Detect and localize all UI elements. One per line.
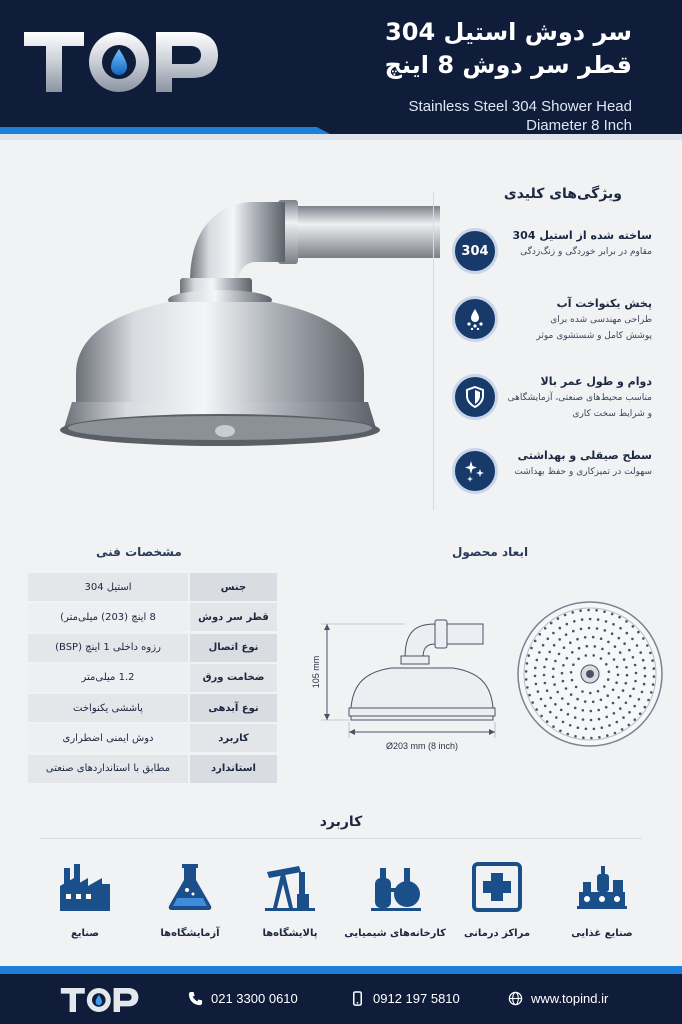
spec-value: پاششی یکنواخت <box>28 694 188 722</box>
nozzle-hole <box>653 667 656 670</box>
nozzle-hole <box>569 724 572 727</box>
nozzle-hole <box>545 658 548 661</box>
nozzle-hole <box>646 644 649 647</box>
nozzle-hole <box>549 697 552 700</box>
nozzle-hole <box>548 651 551 654</box>
nozzle-hole <box>558 638 561 641</box>
title-fa-line1: سر دوش استیل 304 <box>385 18 632 46</box>
nozzle-hole <box>552 676 555 679</box>
table-row <box>28 724 277 752</box>
nozzle-hole <box>625 620 628 623</box>
nozzle-hole <box>589 692 592 695</box>
nozzle-hole <box>560 709 563 712</box>
nozzle-hole <box>552 668 555 671</box>
nozzle-hole <box>538 651 541 654</box>
chemical-plant-icon <box>369 862 423 912</box>
nozzle-hole <box>605 663 608 666</box>
nozzle-hole <box>534 667 537 670</box>
nozzle-hole <box>643 683 646 686</box>
nozzle-hole <box>607 678 610 681</box>
phone-text: 021 3300 0610 <box>211 991 298 1006</box>
application-medical <box>447 862 547 939</box>
footer-logo[interactable] <box>60 986 140 1014</box>
application-chemical <box>346 862 446 939</box>
applications-title: کاربرد <box>319 814 363 830</box>
footer-mobile[interactable] <box>350 991 460 1006</box>
nozzle-hole <box>650 691 653 694</box>
nozzle-hole <box>636 644 639 647</box>
nozzle-hole <box>535 708 538 711</box>
nozzle-hole <box>590 710 593 713</box>
nozzle-hole <box>585 728 588 731</box>
top-logo[interactable] <box>22 28 222 96</box>
nozzle-hole <box>592 701 595 704</box>
spec-table <box>28 573 277 785</box>
nozzle-hole <box>615 681 618 684</box>
nozzle-hole <box>544 627 547 630</box>
nozzle-hole <box>566 623 569 626</box>
nozzle-hole <box>552 632 555 635</box>
nozzle-hole <box>555 716 558 719</box>
nozzle-hole <box>595 609 598 612</box>
nozzle-hole <box>598 736 601 739</box>
nozzle-hole <box>531 701 534 704</box>
applications-divider <box>40 838 642 839</box>
nozzle-hole <box>593 728 596 731</box>
nozzle-hole <box>585 654 588 657</box>
nozzle-hole <box>571 651 574 654</box>
nozzle-hole <box>628 711 631 714</box>
nozzle-hole <box>553 644 556 647</box>
nozzle-hole <box>582 709 585 712</box>
nozzle-hole <box>553 683 556 686</box>
nozzle-hole <box>652 683 655 686</box>
nozzle-hole <box>612 702 615 705</box>
nozzle-hole <box>570 693 573 696</box>
nozzle-hole <box>537 690 540 693</box>
spec-value: رزوه داخلی 1 اینچ (BSP) <box>28 634 188 662</box>
width-label: Ø203 mm (8 inch) <box>385 741 459 751</box>
nozzle-hole <box>608 724 611 727</box>
title-en <box>332 97 632 135</box>
nozzle-hole <box>600 657 603 660</box>
food-industry-icon <box>575 862 629 912</box>
nozzle-hole <box>567 703 570 706</box>
feature-desc: سهولت در تمیزکاری و حفظ بهداشت <box>514 467 652 477</box>
nozzle-hole <box>565 687 568 690</box>
nozzle-hole <box>554 703 557 706</box>
nozzle-hole <box>536 659 539 662</box>
application-label: مراکز درمانی <box>463 928 531 939</box>
nozzle-hole <box>557 617 560 620</box>
nozzle-hole <box>608 670 611 673</box>
nozzle-hole <box>625 666 628 669</box>
table-row <box>28 634 277 662</box>
nozzle-hole <box>601 726 604 729</box>
nozzle-hole <box>526 686 529 689</box>
nozzle-hole <box>584 636 587 639</box>
nozzle-hole <box>613 712 616 715</box>
spec-value: استیل 304 <box>28 573 188 601</box>
nozzle-hole <box>619 707 622 710</box>
nozzle-hole <box>558 653 561 656</box>
footer-phone[interactable] <box>188 991 298 1006</box>
spec-key: جنس <box>190 573 277 601</box>
feature-uniform-spray <box>452 296 652 356</box>
table-row <box>28 573 277 601</box>
nozzle-hole <box>607 641 610 644</box>
nozzle-hole <box>530 647 533 650</box>
nozzle-hole <box>590 719 593 722</box>
title-en-line1: Stainless Steel 304 Shower Head <box>408 98 632 115</box>
nozzle-hole <box>578 647 581 650</box>
nozzle-hole <box>649 652 652 655</box>
nozzle-hole <box>573 620 576 623</box>
nozzle-hole <box>547 637 550 640</box>
feature-steel-304 <box>452 228 652 288</box>
nozzle-hole <box>634 680 637 683</box>
nozzle-hole <box>600 699 603 702</box>
nozzle-hole <box>634 718 637 721</box>
shower-head-image <box>50 196 440 466</box>
nozzle-hole <box>608 652 611 655</box>
304-badge-icon: 304 <box>452 228 498 274</box>
nozzle-hole <box>580 628 583 631</box>
nozzle-hole <box>616 666 619 669</box>
nozzle-hole <box>596 627 599 630</box>
table-row <box>28 694 277 722</box>
feature-hygienic <box>452 448 652 508</box>
nozzle-hole <box>628 724 631 727</box>
nozzle-hole <box>567 713 570 716</box>
specs-title: مشخصات فنی <box>96 545 182 559</box>
nozzle-hole <box>586 645 589 648</box>
application-refinery <box>240 862 340 939</box>
nozzle-hole <box>617 674 620 677</box>
title-fa-line2: قطر سر دوش 8 اینچ <box>384 51 632 79</box>
spec-value: مطابق با استانداردهای صنعتی <box>28 755 188 783</box>
nozzle-hole <box>644 706 647 709</box>
application-label: کارخانه‌های شیمیایی <box>344 928 446 939</box>
table-row <box>28 603 277 631</box>
feature-durability <box>452 374 652 434</box>
nozzle-hole <box>572 663 575 666</box>
nozzle-hole <box>642 659 645 662</box>
feature-desc: پوشش کامل و شستشوی موثر <box>536 331 652 341</box>
nozzle-hole <box>526 662 529 665</box>
spec-key: ضخامت ورق <box>190 664 277 692</box>
nozzle-hole <box>618 637 621 640</box>
nozzle-hole <box>554 660 557 663</box>
nozzle-hole <box>651 659 654 662</box>
nozzle-hole <box>642 637 645 640</box>
nozzle-hole <box>605 716 608 719</box>
nozzle-hole <box>559 730 562 733</box>
phone-icon <box>188 991 203 1006</box>
nozzle-hole <box>619 627 622 630</box>
nozzle-hole <box>543 674 546 677</box>
nozzle-hole <box>611 632 614 635</box>
nozzle-hole <box>544 705 547 708</box>
features-title: ویژگی‌های کلیدی <box>503 186 622 202</box>
application-laboratory <box>140 862 240 939</box>
globe-icon <box>508 991 523 1006</box>
nozzle-hole <box>527 654 530 657</box>
factory-icon <box>58 862 112 912</box>
nozzle-hole <box>576 698 579 701</box>
feature-heading: سطح صیقلی و بهداشتی <box>517 449 652 462</box>
nozzle-hole <box>616 721 619 724</box>
nozzle-hole <box>556 691 559 694</box>
nozzle-hole <box>535 683 538 686</box>
nozzle-hole <box>562 721 565 724</box>
nozzle-hole <box>543 666 546 669</box>
nozzle-hole <box>604 629 607 632</box>
nozzle-hole <box>584 700 587 703</box>
nozzle-hole <box>631 638 634 641</box>
nozzle-hole <box>582 718 585 721</box>
nozzle-hole <box>565 633 568 636</box>
nozzle-hole <box>592 636 595 639</box>
nozzle-hole <box>617 696 620 699</box>
nozzle-hole <box>562 664 565 667</box>
nozzle-hole <box>594 645 597 648</box>
nozzle-hole <box>626 674 629 677</box>
nozzle-hole <box>637 631 640 634</box>
mobile-text: 0912 197 5810 <box>373 991 460 1006</box>
nozzle-hole <box>582 736 585 739</box>
nozzle-hole <box>571 679 574 682</box>
nozzle-hole <box>632 688 635 691</box>
nozzle-hole <box>570 671 573 674</box>
nozzle-hole <box>605 620 608 623</box>
nozzle-hole <box>534 675 537 678</box>
spec-value: 8 اینچ (203) میلی‌متر) <box>28 603 188 631</box>
nozzle-hole <box>603 610 606 613</box>
nozzle-hole <box>614 645 617 648</box>
feature-desc: مقاوم در برابر خوردگی و زنگ‌زدگی <box>520 247 652 257</box>
spec-key: نوع اتصال <box>190 634 277 662</box>
nozzle-hole <box>577 726 580 729</box>
nozzle-hole <box>534 640 537 643</box>
nozzle-hole <box>528 694 531 697</box>
nozzle-hole <box>567 733 570 736</box>
nozzle-hole <box>600 637 603 640</box>
header-light-stripe <box>0 134 682 140</box>
nozzle-hole <box>597 690 600 693</box>
nozzle-hole <box>606 694 609 697</box>
nozzle-hole <box>622 689 625 692</box>
feature-heading: دوام و طول عمر بالا <box>540 375 652 388</box>
feature-desc: و شرایط سخت کاری <box>572 409 652 419</box>
application-industry <box>35 862 135 939</box>
header-accent-stripe <box>0 127 330 134</box>
sparkle-icon <box>452 448 498 494</box>
nozzle-hole <box>559 627 562 630</box>
table-row <box>28 755 277 783</box>
nozzle-hole <box>546 689 549 692</box>
nozzle-hole <box>588 627 591 630</box>
nozzle-hole <box>597 709 600 712</box>
feature-desc: طراحی مهندسی شده برای <box>550 315 652 325</box>
nozzle-hole <box>598 718 601 721</box>
nozzle-hole <box>603 685 606 688</box>
nozzle-hole <box>575 686 578 689</box>
application-label: آزمایشگاه‌ها <box>160 928 220 939</box>
application-label: صنایع غذایی <box>571 928 633 939</box>
nozzle-hole <box>632 625 635 628</box>
nozzle-hole <box>625 702 628 705</box>
title-fa <box>302 16 632 82</box>
application-food <box>552 862 652 939</box>
nozzle-hole <box>623 642 626 645</box>
nozzle-hole <box>606 734 609 737</box>
nozzle-hole <box>572 630 575 633</box>
nozzle-hole <box>563 646 566 649</box>
nozzle-hole <box>564 614 567 617</box>
nozzle-hole <box>612 689 615 692</box>
nozzle-hole <box>623 658 626 661</box>
nozzle-hole <box>552 725 555 728</box>
nozzle-hole <box>574 707 577 710</box>
nozzle-hole <box>644 675 647 678</box>
nozzle-hole <box>641 691 644 694</box>
nozzle-hole <box>590 737 593 740</box>
nozzle-hole <box>525 678 528 681</box>
feature-heading: پخش یکنواخت آب <box>556 297 652 310</box>
shield-icon <box>452 374 498 420</box>
oil-pump-icon <box>263 862 317 912</box>
nozzle-hole <box>577 658 580 661</box>
mobile-icon <box>350 991 365 1006</box>
header <box>0 0 682 134</box>
nozzle-hole <box>574 735 577 738</box>
nozzle-hole <box>562 680 565 683</box>
nozzle-hole <box>542 644 545 647</box>
spec-value: دوش ایمنی اضطراری <box>28 724 188 752</box>
spec-key: قطر سر دوش <box>190 603 277 631</box>
nozzle-hole <box>629 695 632 698</box>
medical-cross-icon <box>470 862 524 912</box>
nozzle-hole <box>621 728 624 731</box>
nozzle-hole <box>566 657 569 660</box>
feature-heading: ساخته شده از استیل 304 <box>512 229 652 242</box>
spec-key: نوع آبدهی <box>190 694 277 722</box>
dimension-drawing <box>305 598 675 768</box>
nozzle-hole <box>647 699 650 702</box>
nozzle-hole <box>581 690 584 693</box>
nozzle-hole <box>626 632 629 635</box>
nozzle-hole <box>544 682 547 685</box>
nozzle-hole <box>653 675 656 678</box>
nozzle-hole <box>613 658 616 661</box>
nozzle-hole <box>639 651 642 654</box>
nozzle-hole <box>619 651 622 654</box>
nozzle-hole <box>549 711 552 714</box>
nozzle-hole <box>635 672 638 675</box>
feature-desc: مناسب محیط‌های صنعتی، آزمایشگاهی <box>507 393 652 403</box>
water-spray-icon <box>452 296 498 342</box>
nozzle-hole <box>632 656 635 659</box>
nozzle-hole <box>618 616 621 619</box>
nozzle-hole <box>540 698 543 701</box>
nozzle-hole <box>614 732 617 735</box>
website-text: www.topind.ir <box>531 991 609 1006</box>
nozzle-hole <box>539 633 542 636</box>
shower-face-view <box>518 602 662 746</box>
features-divider <box>433 192 434 510</box>
nozzle-hole <box>601 648 604 651</box>
dimensions-title: ابعاد محصول <box>452 545 529 559</box>
flask-icon <box>163 862 217 912</box>
nozzle-hole <box>576 638 579 641</box>
nozzle-hole <box>628 649 631 652</box>
application-label: پالایشگاه‌ها <box>262 928 318 939</box>
nozzle-hole <box>540 715 543 718</box>
nozzle-hole <box>611 613 614 616</box>
spec-key: استاندارد <box>190 755 277 783</box>
title-en-line2: Diameter 8 Inch <box>526 117 632 134</box>
nozzle-hole <box>550 622 553 625</box>
nozzle-hole <box>579 609 582 612</box>
nozzle-hole <box>581 618 584 621</box>
nozzle-hole <box>597 618 600 621</box>
nozzle-hole <box>589 618 592 621</box>
nozzle-hole <box>561 697 564 700</box>
nozzle-hole <box>643 667 646 670</box>
nozzle-hole <box>634 664 637 667</box>
spec-key: کاربرد <box>190 724 277 752</box>
nozzle-hole <box>625 682 628 685</box>
spec-value: 1.2 میلی‌متر <box>28 664 188 692</box>
application-label: صنایع <box>70 928 100 939</box>
table-row <box>28 664 277 692</box>
nozzle-hole <box>605 706 608 709</box>
nozzle-hole <box>525 670 528 673</box>
nozzle-hole <box>571 611 574 614</box>
nozzle-hole <box>569 641 572 644</box>
footer <box>0 974 682 1024</box>
nozzle-hole <box>633 705 636 708</box>
nozzle-hole <box>546 720 549 723</box>
footer-website[interactable] <box>508 991 608 1006</box>
nozzle-hole <box>587 609 590 612</box>
nozzle-hole <box>612 623 615 626</box>
footer-accent-stripe <box>0 966 682 974</box>
nozzle-hole <box>592 654 595 657</box>
height-label: 105 mm <box>311 655 321 689</box>
nozzle-hole <box>574 716 577 719</box>
nozzle-hole <box>638 698 641 701</box>
nozzle-hole <box>639 712 642 715</box>
nozzle-hole <box>622 716 625 719</box>
nozzle-hole <box>561 672 564 675</box>
